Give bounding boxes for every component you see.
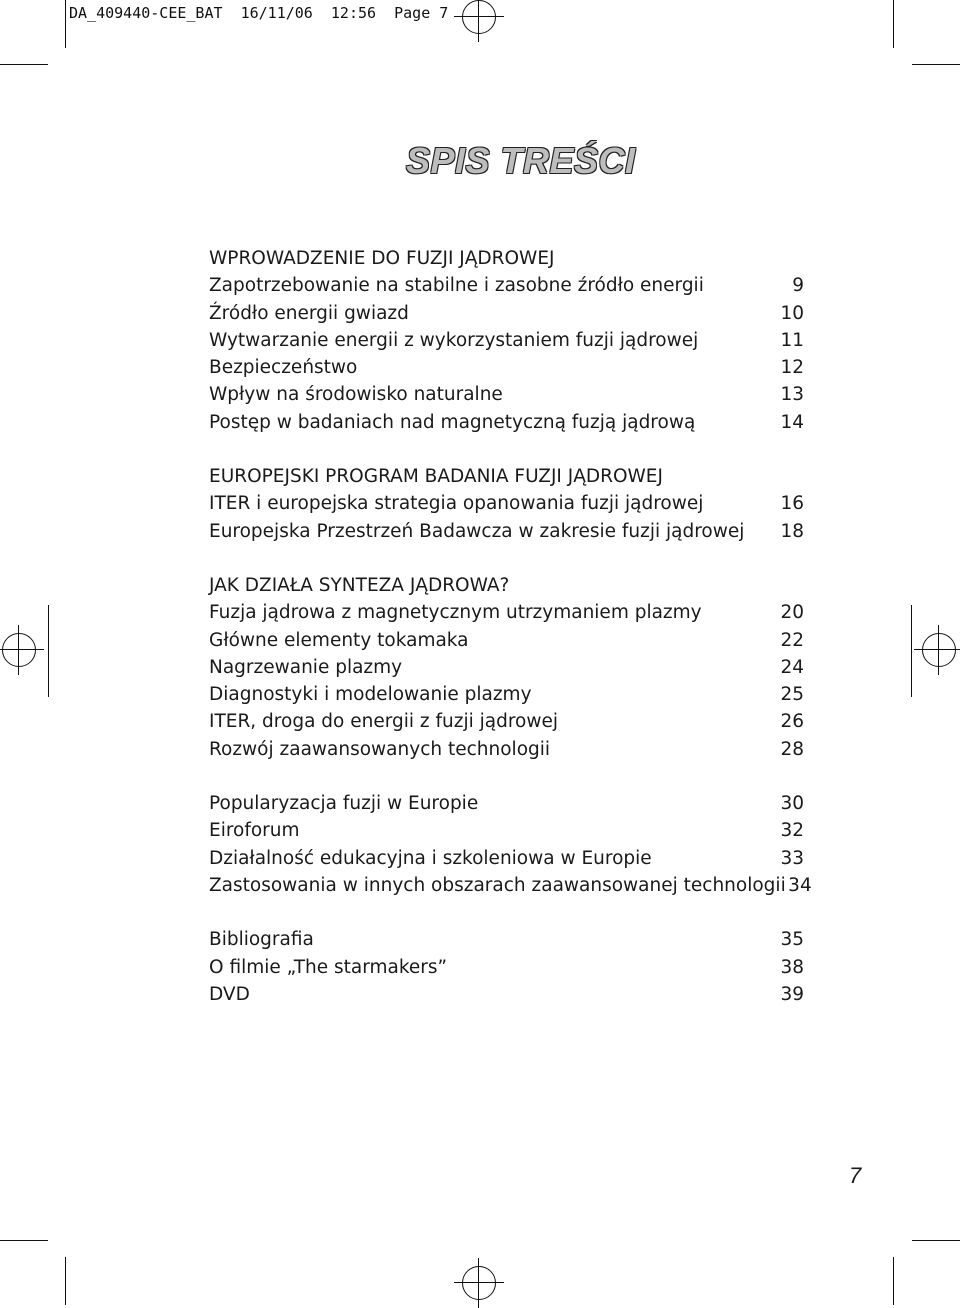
toc-entry-text: EUROPEJSKI PROGRAM BADANIA FUZJI JĄDROWEJ bbox=[209, 466, 663, 488]
toc-entry-page: 9 bbox=[792, 275, 804, 297]
toc-entry-text: Fuzja jądrowa z magnetycznym utrzymaniem plazmy bbox=[209, 602, 702, 624]
toc-entry-text: Wpływ na środowisko naturalne bbox=[209, 384, 503, 406]
toc-entry bbox=[209, 926, 804, 953]
toc-entry-page: 33 bbox=[780, 847, 804, 869]
toc-entry-text: Rozwój zaawansowanych technologii bbox=[209, 738, 551, 760]
page-title: SPIS TREŚCI bbox=[406, 140, 636, 181]
toc-entry-page: 22 bbox=[780, 629, 804, 651]
toc-entry-text: Zapotrzebowanie na stabilne i zasobne źródło energii bbox=[209, 275, 704, 297]
toc-entry bbox=[209, 627, 804, 654]
toc-entry-page: 25 bbox=[780, 684, 804, 706]
toc-entry-page: 28 bbox=[780, 738, 804, 760]
toc-entry-page: 24 bbox=[780, 656, 804, 678]
toc-entry-text: Bezpieczeństwo bbox=[209, 357, 358, 379]
crop-mark-bottom-right-h bbox=[912, 1240, 960, 1241]
toc-entry-text: ITER i europejska strategia opanowania fuzji jądrowej bbox=[209, 493, 704, 515]
toc-entry-text: ITER, droga do energii z fuzji jądrowej bbox=[209, 711, 558, 733]
toc-entry-page: 39 bbox=[780, 983, 804, 1005]
toc-entry-text: Źródło energii gwiazd bbox=[209, 302, 409, 324]
toc-entry-page: 26 bbox=[780, 711, 804, 733]
table-of-contents bbox=[209, 245, 812, 1035]
crop-mark-top-left-v bbox=[65, 0, 66, 48]
toc-entry-page: 35 bbox=[780, 929, 804, 951]
toc-entry bbox=[209, 381, 804, 408]
toc-entry-page: 13 bbox=[780, 384, 804, 406]
toc-entry bbox=[209, 354, 804, 381]
toc-entry bbox=[209, 409, 804, 436]
crop-mark-top-right-h bbox=[912, 64, 960, 65]
toc-entry-page: 18 bbox=[780, 520, 804, 542]
registration-mark-top-icon bbox=[462, 0, 496, 34]
toc-entry bbox=[209, 518, 804, 545]
toc-entry-page: 30 bbox=[780, 793, 804, 815]
toc-entry-text: DVD bbox=[209, 983, 250, 1005]
toc-section bbox=[209, 926, 804, 1008]
toc-entry-page: 11 bbox=[780, 329, 804, 351]
toc-entry bbox=[209, 245, 804, 272]
toc-entry bbox=[209, 954, 804, 981]
toc-entry bbox=[209, 708, 804, 735]
toc-entry-text: O filmie „The starmakers” bbox=[209, 956, 448, 978]
toc-section bbox=[209, 245, 804, 436]
toc-entry-text: Wytwarzanie energii z wykorzystaniem fuzji jądrowej bbox=[209, 329, 699, 351]
toc-entry-text: Popularyzacja fuzji w Europie bbox=[209, 793, 479, 815]
toc-entry-text: Nagrzewanie plazmy bbox=[209, 656, 403, 678]
toc-entry-text: Postęp w badaniach nad magnetyczną fuzją jądrową bbox=[209, 411, 696, 433]
toc-entry-page: 10 bbox=[780, 302, 804, 324]
toc-entry bbox=[209, 681, 804, 708]
toc-entry bbox=[209, 872, 812, 899]
toc-entry bbox=[209, 572, 804, 599]
print-slug: DA_409440-CEE_BAT 16/11/06 12:56 Page 7 bbox=[69, 4, 449, 22]
toc-entry-text: WPROWADZENIE DO FUZJI JĄDROWEJ bbox=[209, 248, 555, 269]
toc-entry-page: 38 bbox=[780, 956, 804, 978]
toc-entry-page: 32 bbox=[780, 820, 804, 842]
toc-entry-text: Działalność edukacyjna i szkoleniowa w Europie bbox=[209, 847, 652, 869]
toc-entry-text: Eiroforum bbox=[209, 820, 300, 842]
toc-entry-text: Europejska Przestrzeń Badawcza w zakresie fuzji jądrowej bbox=[209, 520, 745, 542]
toc-section bbox=[209, 572, 804, 763]
crop-mark-top-left-h bbox=[0, 64, 48, 65]
toc-entry-text: JAK DZIAŁA SYNTEZA JĄDROWA? bbox=[209, 574, 510, 596]
side-mark-left bbox=[48, 605, 49, 697]
registration-mark-bottom-icon bbox=[462, 1266, 496, 1300]
toc-entry bbox=[209, 817, 804, 844]
toc-entry bbox=[209, 845, 804, 872]
toc-entry-text: Bibliografia bbox=[209, 929, 314, 951]
registration-mark-right-icon bbox=[922, 633, 956, 667]
toc-entry-text: Zastosowania w innych obszarach zaawansowanej technologii bbox=[209, 874, 786, 896]
toc-entry-page: 12 bbox=[780, 357, 804, 379]
toc-entry bbox=[209, 599, 804, 626]
crop-mark-bottom-left-h bbox=[0, 1240, 48, 1241]
toc-entry-text: Główne elementy tokamaka bbox=[209, 629, 469, 651]
toc-entry-page: 14 bbox=[780, 411, 804, 433]
toc-entry bbox=[209, 272, 804, 299]
toc-entry bbox=[209, 654, 804, 681]
toc-entry bbox=[209, 490, 804, 517]
crop-mark-bottom-right-v bbox=[893, 1257, 894, 1305]
toc-section bbox=[209, 463, 804, 545]
toc-entry-text: Diagnostyki i modelowanie plazmy bbox=[209, 684, 532, 706]
page-number: 7 bbox=[849, 1163, 862, 1188]
toc-entry bbox=[209, 790, 804, 817]
toc-entry bbox=[209, 463, 804, 490]
toc-entry-page: 20 bbox=[780, 602, 804, 624]
toc-entry bbox=[209, 736, 804, 763]
crop-mark-bottom-left-v bbox=[65, 1257, 66, 1305]
toc-entry bbox=[209, 981, 804, 1008]
toc-section bbox=[209, 790, 812, 899]
side-mark-right bbox=[911, 605, 912, 697]
registration-mark-left-icon bbox=[2, 633, 36, 667]
toc-entry bbox=[209, 327, 804, 354]
toc-entry bbox=[209, 300, 804, 327]
toc-entry-page: 34 bbox=[788, 874, 812, 896]
toc-entry-page: 16 bbox=[780, 493, 804, 515]
crop-mark-top-right-v bbox=[893, 0, 894, 48]
